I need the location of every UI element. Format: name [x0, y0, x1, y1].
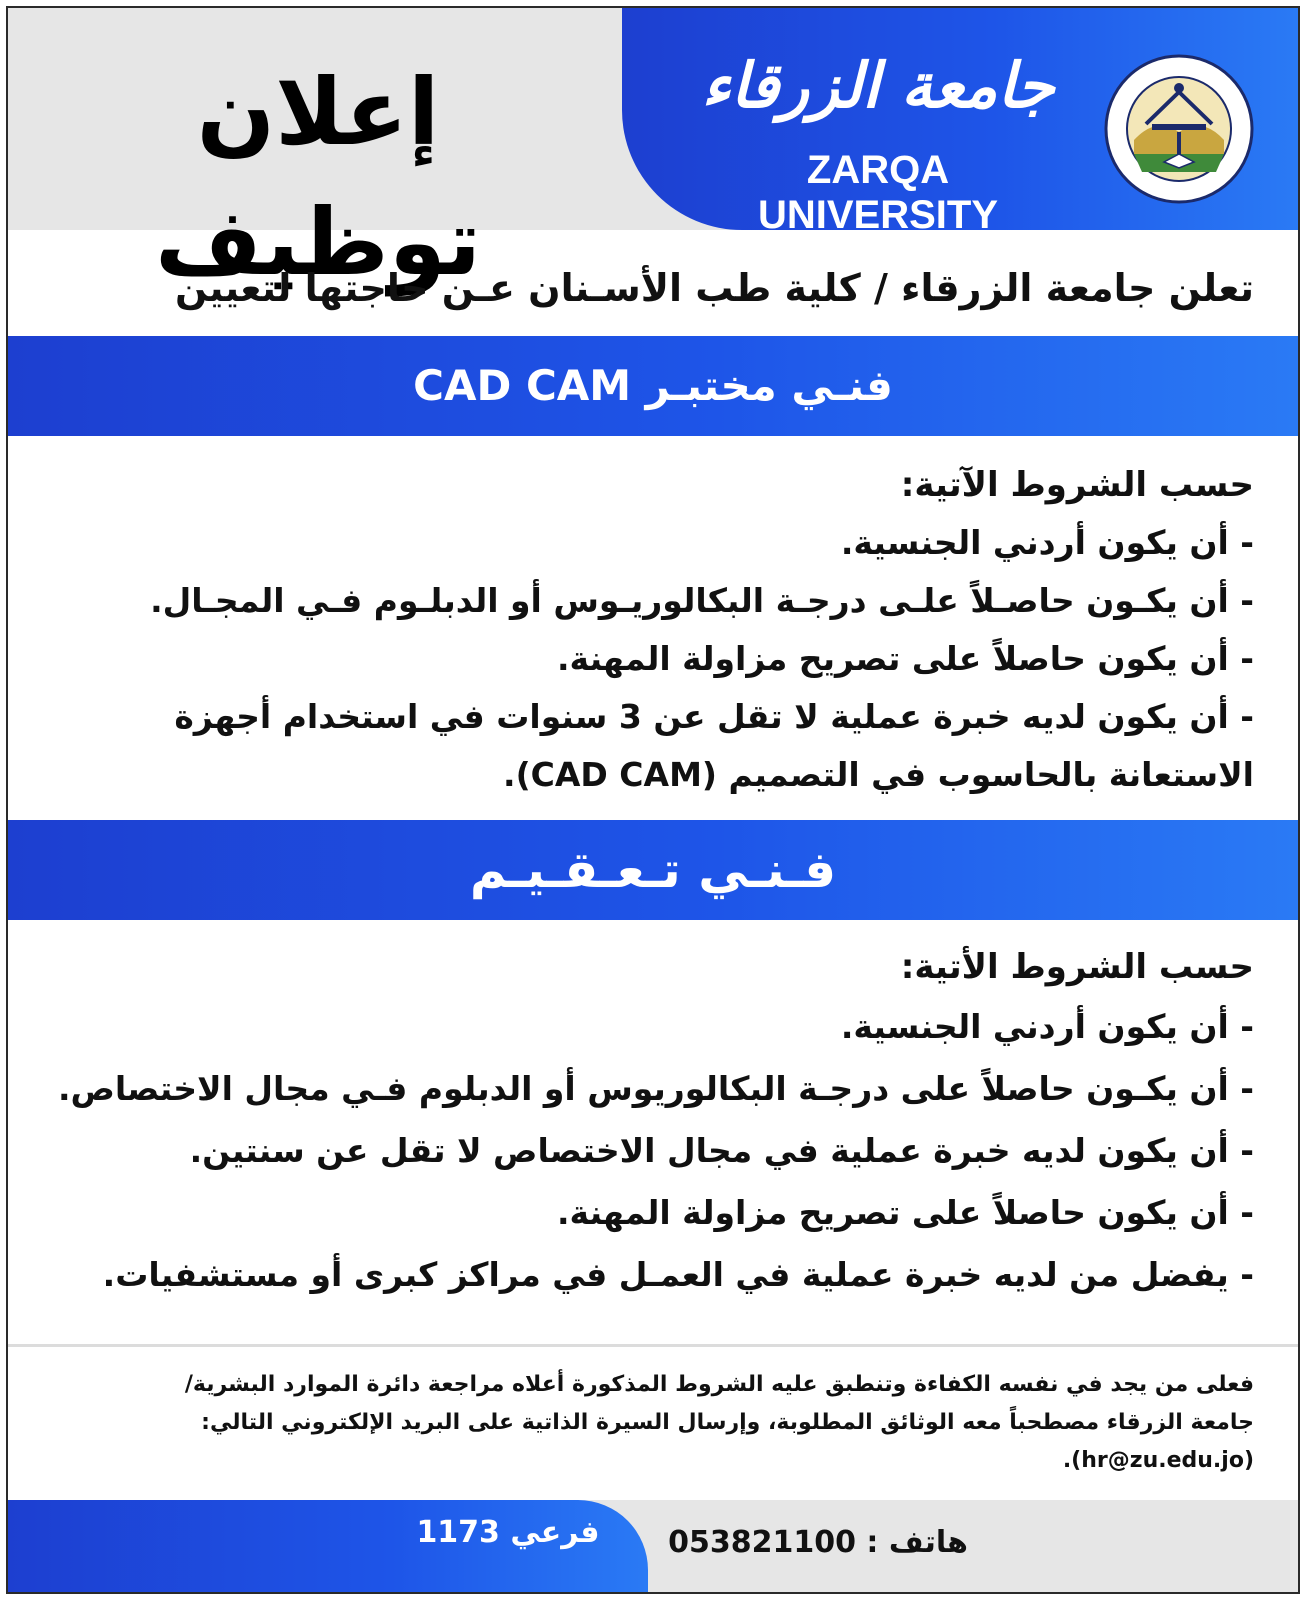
condition-item: - أن يكون لديه خبرة عملية في مجال الاختصاص لا تقل عن سنتين. — [189, 1131, 1254, 1170]
closing-instructions — [34, 1366, 1254, 1480]
university-name-arabic: جامعة الزرقاء — [701, 49, 1055, 122]
job-announcement — [6, 6, 1300, 1594]
conditions-heading: حسب الشروط الآتية: — [900, 465, 1254, 505]
condition-item: - أن يكون حاصلاً على تصريح مزاولة المهنة. — [557, 639, 1254, 678]
condition-item: - أن يكون حاصلاً على تصريح مزاولة المهنة. — [557, 1193, 1254, 1232]
university-logo — [1104, 54, 1254, 204]
position-title-band-2 — [8, 820, 1298, 920]
position-title-band-1 — [8, 336, 1298, 436]
divider — [8, 1344, 1298, 1347]
conditions-heading: حسب الشروط الأتية: — [900, 947, 1254, 987]
closing-line: جامعة الزرقاء مصطحباً معه الوثائق المطلوبة، وإرسال السيرة الذاتية على البريد الإلكتروني التالي: — [201, 1410, 1254, 1435]
position-title: فنـي مختبـر CAD CAM — [413, 361, 893, 410]
intro-text: تعلن جامعة الزرقاء / كلية طب الأسـنان عـن حاجتها لتعيين — [174, 266, 1254, 310]
contact-email: (hr@zu.edu.jo). — [1062, 1448, 1254, 1473]
announcement-title: إعلان توظيف — [155, 59, 481, 296]
condition-item: - أن يكون لديه خبرة عملية لا تقل عن 3 سنوات في استخدام أجهزة الاستعانة بالحاسوب في التصميم (CAD CAM). — [174, 697, 1254, 794]
position-conditions-1 — [34, 456, 1254, 804]
condition-item: - أن يكـون حاصلاً على درجـة البكالوريوس أو الدبلوم فـي مجال الاختصاص. — [57, 1069, 1254, 1108]
university-name-english: ZARQA UNIVERSITY — [757, 148, 999, 237]
condition-item: - أن يكون أردني الجنسية. — [840, 1007, 1254, 1046]
condition-item: - أن يكـون حاصـلاً علـى درجـة البكالوريـوس أو الدبلـوم فـي المجـال. — [150, 581, 1254, 620]
position-conditions-2 — [34, 938, 1254, 1306]
condition-item: - أن يكون أردني الجنسية. — [840, 523, 1254, 562]
closing-line: فعلى من يجد في نفسه الكفاءة وتنطبق عليه الشروط المذكورة أعلاه مراجعة دائرة الموارد البشرية/ — [184, 1372, 1254, 1397]
phone-extension: فرعي 1173 — [416, 1515, 600, 1550]
position-title: فـنـي تـعـقـيـم — [469, 841, 837, 899]
phone-number: هاتف : 053821100 — [668, 1525, 968, 1560]
condition-item: - يفضل من لديه خبرة عملية في العمـل في مراكز كبرى أو مستشفيات. — [102, 1255, 1254, 1294]
